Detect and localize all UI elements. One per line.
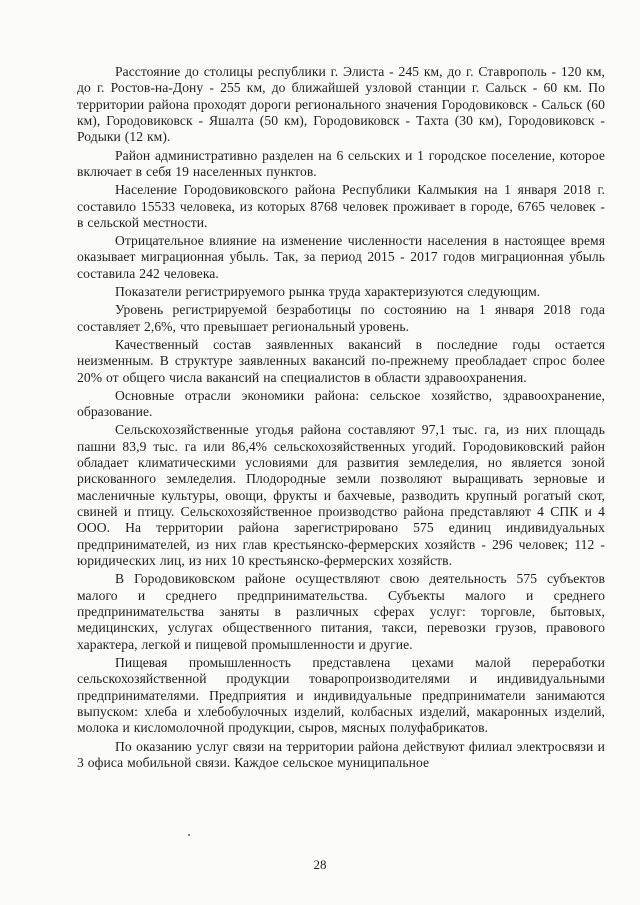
body-text — [77, 64, 605, 773]
paragraph-communications: По оказанию услуг связи на территории района действуют филиал электросвязи и 3 офиса мобильной связи. Каждое сельское муниципальное — [77, 738, 605, 770]
page-number: 28 — [313, 857, 327, 872]
paragraph-population: Население Городовиковского района Республики Калмыкия на 1 января 2018 г. составило 15533 человека, из которых 8768 человек проживает в городе, 6765 человек - в сельской местности. — [77, 182, 605, 230]
paragraph-distances: Расстояние до столицы республики г. Элиста - 245 км, до г. Ставрополь - 120 км, до г. Ростов-на-Дону - 255 км, до ближайшей узловой станции г. Сальск - 60 км. По территории района проходят дороги регионального значения Городовиковск - Сальск (60 км), Городовиковск - Яшалта (50 км), Городовиковск - Тахта (30 км), Городовиковск - Родыки (12 км). — [77, 64, 605, 145]
paragraph-migration: Отрицательное влияние на изменение численности населения в настоящее время оказывает миграционная убыль. Так, за период 2015 - 2017 годов миграционная убыль составила 242 человека. — [77, 233, 605, 281]
paragraph-agriculture: Сельскохозяйственные угодья района составляют 97,1 тыс. га, из них площадь пашни 83,9 тыс. га или 86,4% сельскохозяйственных угодий. Городовиковский район обладает климатическими условиями для развития земледелия, но является зоной рискованного земледелия. Плодородные земли позволяют выращивать зерновые и масленичные культуры, овощи, фрукты и бахчевые, разводить крупный рогатый скот, свиней и птицу. Сельскохозяйственное производство района представляют 4 СПК и 4 ООО. На территории района зарегистрировано 575 единиц индивидуальных предпринимателей, из них глав крестьянско-фермерских хозяйств - 296 человек; 112 - юридических лиц, из них 10 крестьянско-фермерских хозяйств. — [77, 422, 605, 569]
paragraph-unemployment: Уровень регистрируемой безработицы по состоянию на 1 января 2018 года составляет 2,6%, что превышает региональный уровень. — [77, 302, 605, 334]
paragraph-food-industry: Пищевая промышленность представлена цехами малой переработки сельскохозяйственной продукции товаропроизводителями и индивидуальными предпринимателями. Предприятия и индивидуальные предприниматели занимаются выпуском: хлеба и хлебобулочных изделий, колбасных изделий, макаронных изделий, молока и кисломолочной продукции, сыров, мясных полуфабрикатов. — [77, 654, 605, 736]
paragraph-labor-market: Показатели регистрируемого рынка труда характеризуются следующим. — [115, 284, 541, 300]
paragraph-small-business: В Городовиковском районе осуществляют свою деятельность 575 субъектов малого и среднего предпринимательства. Субъекты малого и среднего предпринимательства заняты в различных сферах услуг: торговле, бытовых, медицинских, услугах общественного питания, такси, перевозки грузов, правового характера, легкой и пищевой промышленности и другие. — [77, 571, 605, 652]
paragraph-economy-sectors: Основные отрасли экономики района: сельское хозяйство, здравоохранение, образование. — [77, 387, 605, 420]
paragraph-administrative-division: Район административно разделен на 6 сельских и 1 городское поселение, которое включает в себя 19 населенных пунктов. — [77, 147, 605, 179]
paragraph-vacancies: Качественный состав заявленных вакансий в последние годы остается неизменным. В структуре заявленных вакансий по-прежнему преобладает спрос более 20% от общего числа вакансий на специалистов в области здравоохранения. — [77, 336, 605, 385]
scan-speck — [188, 834, 190, 836]
